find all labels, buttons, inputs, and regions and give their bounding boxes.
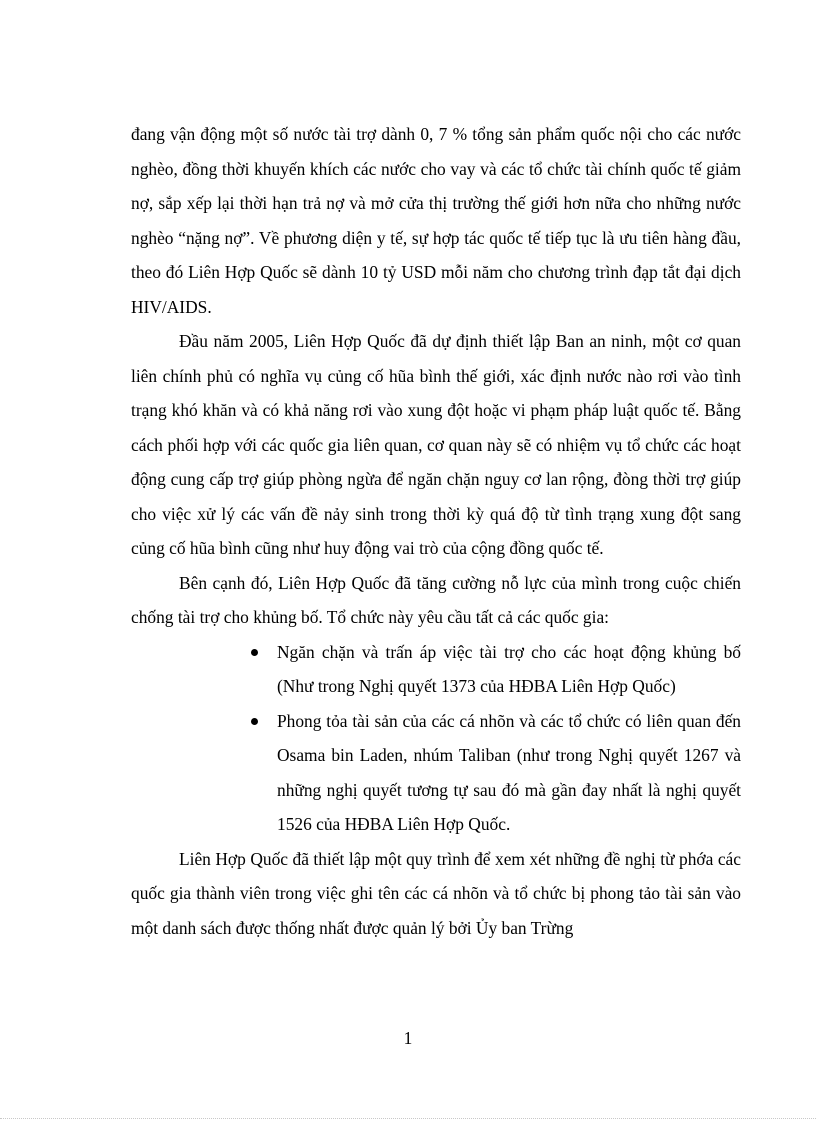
paragraph-1: đang vận động một số nước tài trợ dành 0, 7 % tổng sản phẩm quốc nội cho các nước nghèo, đồng thời khuyến khích các nước cho vay và các tổ chức tài chính quốc tế giảm nợ, sắp xếp lại thời hạn trả nợ và mở cửa thị trường thế giới hơn nữa cho những nước nghèo “nặng nợ”. Về phương diện y tế, sự hợp tác quốc tế tiếp tục là ưu tiên hàng đầu, theo đó Liên Hợp Quốc sẽ dành 10 tỷ USD mỗi năm cho chương trình đạp tắt đại dịch HIV/AIDS. bbox=[131, 124, 741, 317]
bullet-item-1 bbox=[277, 635, 741, 704]
bullet-item-text: Phong tỏa tài sản của các cá nhõn và các tổ chức có liên quan đến Osama bin Laden, nhúm Taliban (như trong Nghị quyết 1267 và những nghị quyết tương tự sau đó mà gần đay nhất là nghị quyết 1526 của HĐBA Liên Hợp Quốc. bbox=[277, 710, 741, 834]
bullet-icon bbox=[251, 649, 258, 656]
paragraph-3: Bên cạnh đó, Liên Hợp Quốc đã tăng cường nỗ lực của mình trong cuộc chiến chống tài trợ cho khủng bố. Tổ chức này yêu cầu tất cả các quốc gia: bbox=[131, 572, 741, 627]
paragraph-4: Liên Hợp Quốc đã thiết lập một quy trình để xem xét những đề nghị từ phớa các quốc gia thành viên trong việc ghi tên các cá nhõn và tổ chức bị phong tảo tài sản vào một danh sách được thống nhất được quản lý bởi Ủy ban Trừng bbox=[131, 848, 741, 938]
bullet-icon bbox=[251, 718, 258, 725]
page-bottom-divider bbox=[0, 1118, 816, 1119]
paragraph-2: Đầu năm 2005, Liên Hợp Quốc đã dự định thiết lập Ban an ninh, một cơ quan liên chính phủ có nghĩa vụ củng cố hũa bình thế giới, xác định nước nào rơi vào tình trạng khó khăn và có khả năng rơi vào xung đột hoặc vi phạm pháp luật quốc tế. Bằng cách phối hợp với các quốc gia liên quan, cơ quan này sẽ có nhiệm vụ tổ chức các hoạt động cung cấp trợ giúp phòng ngừa để ngăn chặn nguy cơ lan rộng, đòng thời trợ giúp cho việc xử lý các vấn đề nảy sinh trong thời kỳ quá độ từ tình trạng xung đột sang củng cố hũa bình cũng như huy động vai trò của cộng đồng quốc tế. bbox=[131, 331, 741, 558]
bullet-item-2 bbox=[277, 704, 741, 842]
document-body bbox=[131, 117, 741, 945]
page-number: 1 bbox=[403, 1028, 413, 1048]
bullet-item-text: Ngăn chặn và trấn áp việc tài trợ cho các hoạt động khủng bố (Như trong Nghị quyết 1373 của HĐBA Liên Hợp Quốc) bbox=[277, 641, 741, 696]
bullet-list bbox=[131, 635, 741, 842]
